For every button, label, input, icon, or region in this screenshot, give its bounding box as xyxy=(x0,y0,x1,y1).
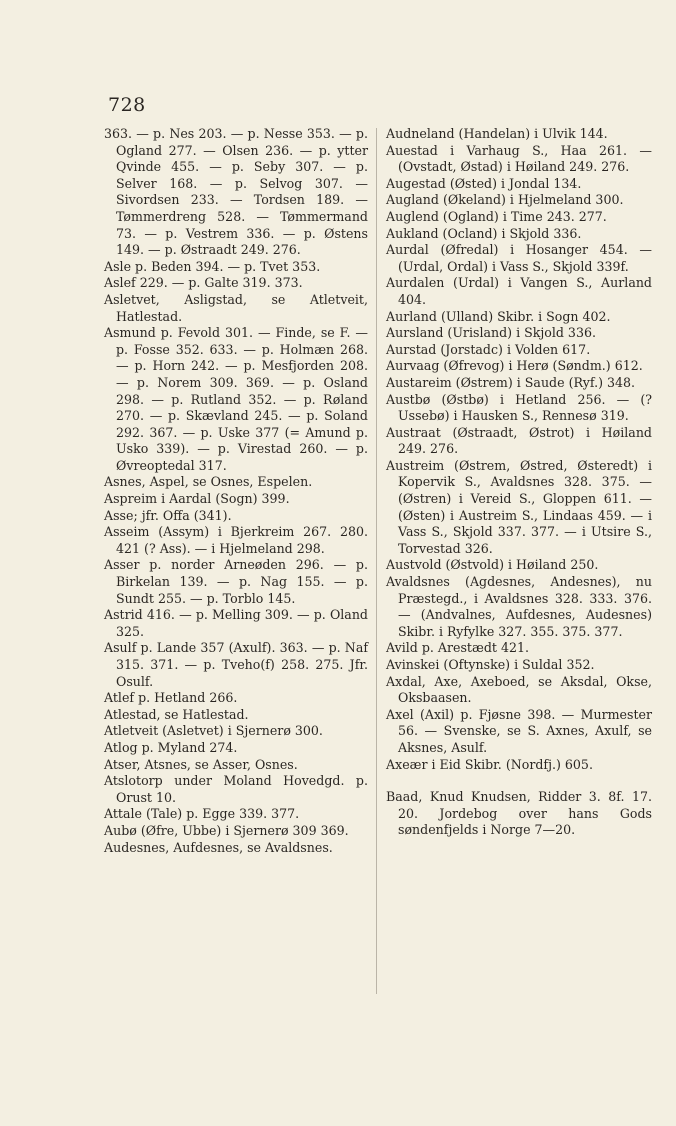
page-number: 728 xyxy=(108,94,146,116)
index-entry: Austraat (Østraadt, Østrot) i Høiland 249. 276. xyxy=(386,424,652,457)
index-column-left xyxy=(104,126,368,856)
index-entry: Audesnes, Aufdesnes, se Avaldsnes. xyxy=(104,839,333,855)
index-entry: Aursland (Urisland) i Skjold 336. xyxy=(386,325,596,341)
index-entry: Asle p. Beden 394. — p. Tvet 353. xyxy=(104,258,321,274)
column-divider xyxy=(376,128,377,994)
index-entry: Aslef 229. — p. Galte 319. 373. xyxy=(104,275,303,291)
index-entry: Axdal, Axe, Axeboed, se Aksdal, Okse, Oksbaasen. xyxy=(386,673,652,706)
index-column-right xyxy=(386,126,652,839)
index-entry: Baad, Knud Knudsen, Ridder 3. 8f. 17. 20. Jordebog over hans Gods søndenfjelds i Norge 7—20. xyxy=(386,789,652,838)
index-entry: Asmund p. Fevold 301. — Finde, se F. — p. Fosse 352. 633. — p. Holmæn 268. — p. Horn 242. — p. Mesfjorden 208. — p. Norem 309. 369. — p. Osland 298. — p. Rutland 352. — p. Røland 270. — p. Skævland 245. — p. Soland 292. 367. — p. Uske 377 (= Amund p. Usko 339). — p. Virestad 260. — p. Øvreoptedal 317. xyxy=(104,325,368,473)
index-entry: Atlestad, se Hatlestad. xyxy=(104,706,249,722)
index-entry: Austvold (Østvold) i Høiland 250. xyxy=(386,557,599,573)
index-entry: Atlog p. Myland 274. xyxy=(104,739,238,755)
index-entry: Asser p. norder Arneøden 296. — p. Birkelan 139. — p. Nag 155. — p. Sundt 255. — p. Torblo 145. xyxy=(104,557,368,606)
index-entry: Austbø (Østbø) i Hetland 256. — (? Ussebø) i Hausken S., Rennesø 319. xyxy=(386,391,652,424)
index-entry: Austareim (Østrem) i Saude (Ryf.) 348. xyxy=(386,374,636,390)
index-entry: 363. — p. Nes 203. — p. Nesse 353. — p. Ogland 277. — Olsen 236. — p. ytter Qvinde 455. — p. Seby 307. — p. Selver 168. — p. Selvog 307. — Sivordsen 233. — Tordsen 189. — Tømmerdreng 528. — Tømmermand 73. — p. Vestrem 336. — p. Østens 149. — p. Østraadt 249. 276. xyxy=(104,126,368,258)
index-entry: Atletveit (Asletvet) i Sjernerø 300. xyxy=(104,723,323,739)
index-entry: Aurvaag (Øfrevog) i Herø (Søndm.) 612. xyxy=(386,358,643,374)
index-entry: Atlef p. Hetland 266. xyxy=(104,690,238,706)
index-entry: Avinskei (Oftynske) i Suldal 352. xyxy=(386,657,595,672)
index-entry: Aubø (Øfre, Ubbe) i Sjernerø 309 369. xyxy=(104,822,349,838)
index-entry: Astrid 416. — p. Melling 309. — p. Oland 325. xyxy=(104,607,368,639)
index-entry: Asulf p. Lande 357 (Axulf). 363. — p. Naf 315. 371. — p. Tveho(f) 258. 275. Jfr. Osulf. xyxy=(104,640,368,689)
index-entry: Axeær i Eid Skibr. (Nordfj.) 605. xyxy=(386,756,593,772)
index-entry: Aurland (Ulland) Skibr. i Sogn 402. xyxy=(386,308,611,324)
index-entry: Audneland (Handelan) i Ulvik 144. xyxy=(386,126,608,141)
index-entry: Atser, Atsnes, se Asser, Osnes. xyxy=(104,756,298,772)
index-entry: Atslotorp under Moland Hovedgd. p. Orust 10. xyxy=(104,773,368,805)
index-entry: Aurstad (Jorstadc) i Volden 617. xyxy=(386,341,591,357)
index-entry: Aspreim i Aardal (Sogn) 399. xyxy=(104,491,290,507)
index-entry: Avaldsnes (Agdesnes, Andesnes), nu Præstegd., i Avaldsnes 328. 333. 376. — (Andvalnes, Aufdesnes, Audesnes) Skibr. i Ryfylke 327. 355. 375. 377. xyxy=(386,574,652,639)
index-entry: Asletvet, Asligstad, se Atletveit, Hatlestad. xyxy=(104,291,368,324)
index-entry: Augestad (Østed) i Jondal 134. xyxy=(386,175,582,191)
index-entry: Augland (Økeland) i Hjelmeland 300. xyxy=(386,192,624,208)
index-entry: Aukland (Ocland) i Skjold 336. xyxy=(386,225,582,241)
index-entry: Austreim (Østrem, Østred, Østeredt) i Kopervik S., Avaldsnes 328. 375. — (Østren) i Vereid S., Gloppen 611. — (Østen) i Austreim S., Lindaas 459. — i Vass S., Skjold 337. 377. — i Utsire S., Torvestad 326. xyxy=(386,457,652,556)
index-entry: Asnes, Aspel, se Osnes, Espelen. xyxy=(104,474,313,490)
index-entry: Auglend (Ogland) i Time 243. 277. xyxy=(386,208,607,224)
index-entry: Aurdalen (Urdal) i Vangen S., Aurland 404. xyxy=(386,275,652,307)
index-entry: Asse; jfr. Offa (341). xyxy=(104,507,232,523)
index-entry: Aurdal (Øfredal) i Hosanger 454. — (Urdal, Ordal) i Vass S., Skjold 339f. xyxy=(386,242,652,274)
index-entry: Axel (Axil) p. Fjøsne 398. — Murmester 56. — Svenske, se S. Axnes, Axulf, se Aksnes, Asulf. xyxy=(386,706,652,755)
index-entry: Auestad i Varhaug S., Haa 261. — (Ovstadt, Østad) i Høiland 249. 276. xyxy=(386,142,652,175)
index-entry: Avild p. Arestædt 421. xyxy=(386,640,529,656)
index-entry: Asseim (Assym) i Bjerkreim 267. 280. 421 (? Ass). — i Hjelmeland 298. xyxy=(104,524,368,556)
index-entry: Attale (Tale) p. Egge 339. 377. xyxy=(104,806,300,822)
